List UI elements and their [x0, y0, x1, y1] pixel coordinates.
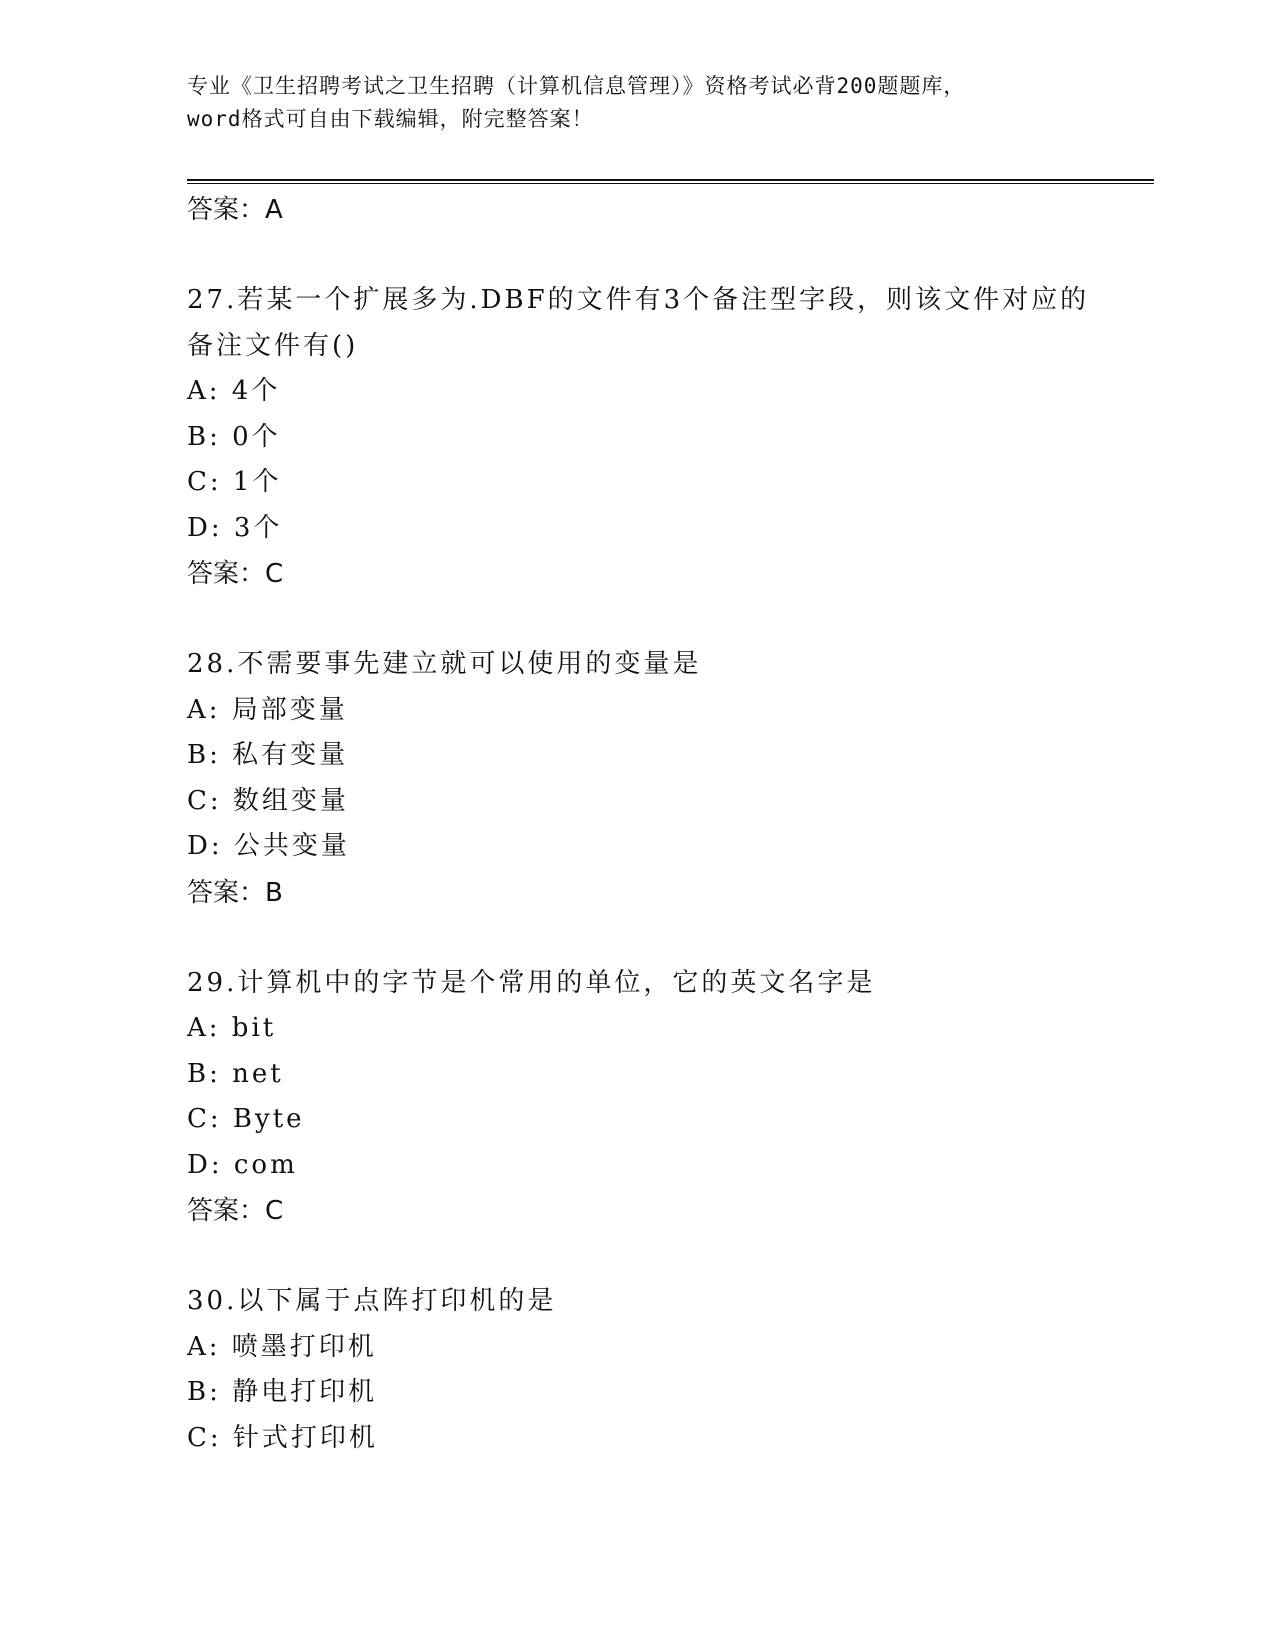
- header-divider-thin: [187, 183, 1154, 184]
- answer-label: 答案：C: [187, 559, 284, 589]
- answer-label: 答案：B: [187, 877, 283, 908]
- question-stem-continued: 备注文件有(): [187, 330, 359, 361]
- spacer: [187, 233, 1147, 278]
- question-27: [187, 278, 1147, 597]
- option-a: A: bit: [187, 1013, 277, 1043]
- option-c: C: Byte: [187, 1104, 305, 1134]
- header-title-line-2: word格式可自由下载编辑，附完整答案！: [187, 107, 594, 131]
- spacer: [187, 916, 1147, 961]
- option-c: C: 数组变量: [187, 785, 349, 816]
- option-c: C: 针式打印机: [187, 1422, 378, 1453]
- question-30: [187, 1279, 1147, 1461]
- option-d: D: com: [187, 1149, 298, 1180]
- question-stem: 29.计算机中的字节是个常用的单位，它的英文名字是: [187, 967, 876, 998]
- option-a: A: 4个: [187, 376, 281, 406]
- option-d: D: 3个: [187, 512, 283, 543]
- previous-answer: 答案：A: [187, 195, 283, 225]
- question-29: [187, 961, 1147, 1235]
- header-title-line-1: 专业《卫生招聘考试之卫生招聘（计算机信息管理）》资格考试必背200题题库，: [187, 74, 966, 98]
- spacer: [187, 597, 1147, 642]
- option-b: B: 静电打印机: [187, 1377, 378, 1407]
- question-stem: 27.若某一个扩展多为.DBF的文件有3个备注型字段，则该文件对应的: [187, 285, 1090, 315]
- document-header: [187, 70, 1107, 136]
- header-divider-thick: [187, 179, 1154, 181]
- option-a: A: 喷墨打印机: [187, 1331, 377, 1362]
- question-stem: 28.不需要事先建立就可以使用的变量是: [187, 649, 702, 679]
- option-c: C: 1个: [187, 467, 282, 497]
- option-d: D: 公共变量: [187, 831, 350, 861]
- question-stem: 30.以下属于点阵打印机的是: [187, 1286, 557, 1316]
- spacer: [187, 1234, 1147, 1279]
- option-b: B: 0个: [187, 421, 281, 452]
- answer-label: 答案：C: [187, 1196, 284, 1226]
- option-a: A: 局部变量: [187, 694, 348, 725]
- option-b: B: net: [187, 1058, 284, 1089]
- option-b: B: 私有变量: [187, 740, 349, 770]
- question-28: [187, 642, 1147, 916]
- question-list: [187, 187, 1147, 1461]
